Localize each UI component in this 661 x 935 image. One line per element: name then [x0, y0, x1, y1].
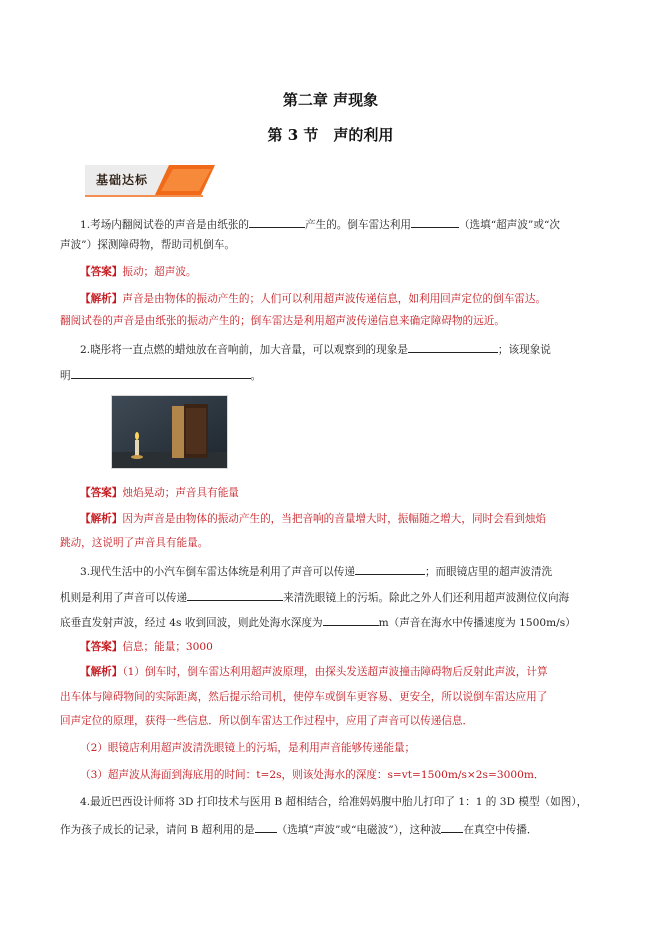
q2-analysis-line2: 跳动，这说明了声音具有能量。 [60, 537, 209, 549]
candle [135, 440, 139, 456]
q1-answer: 【答案】振动；超声波。 [80, 266, 197, 278]
q3-analysis-line3: 回声定位的原理，获得一些信息．所以倒车雷达工作过程中，应用了声音可以传递信息． [60, 715, 474, 727]
q2-blank2[interactable] [71, 367, 251, 379]
q2-line1: 2.晓彤将一直点燃的蜡烛放在音响前，加大音量，可以观察到的现象是 ；该现象说 [80, 341, 551, 357]
candle-flame [135, 432, 139, 440]
section-title: 第 3 节 声的利用 [267, 126, 394, 144]
q3-answer: 【答案】信息；能量；3000 [80, 641, 213, 653]
q3-analysis-line5: （3）超声波从海面到海底用的时间：t=2s，则该处海水的深度：s=vt=1500m/s×2s=3000m． [80, 769, 545, 781]
q3-line2: 机则是利用了声音可以传递 来清洗眼镜上的污垢。除此之外人们还利用超声波测位仪向海 [60, 589, 569, 605]
q1-blank2[interactable] [411, 216, 459, 228]
q2-blank1[interactable] [408, 341, 498, 353]
q3-analysis-line4: （2）眼镜店利用超声波清洗眼镜上的污垢，是利用声音能够传递能量； [80, 742, 416, 754]
q1-blank1[interactable] [249, 216, 305, 228]
q4-blank2[interactable] [441, 821, 463, 833]
q2-analysis-line1: 【解析】因为声音是由物体的振动产生的，当把音响的音量增大时，振幅随之增大，同时会看到烛焰 [80, 513, 547, 525]
q4-line2: 作为孩子成长的记录，请问 B 超利用的是 （选填“声波”或“电磁波”），这种波 在真空中传播． [60, 821, 537, 837]
chapter-title: 第二章 声现象 [282, 91, 379, 109]
candle-speaker-photo [111, 395, 228, 469]
q3-line1: 3.现代生活中的小汽车倒车雷达体统是利用了声音可以传递 ；而眼镜店里的超声波清洗 [80, 563, 552, 579]
q1-line1: 1.考场内翻阅试卷的声音是由纸张的 产生的。倒车雷达利用 （选填“超声波”或“次 [80, 216, 560, 232]
q3-analysis-line2: 出车体与障碍物间的实际距离，然后提示给司机，使停车或倒车更容易、更安全，所以说倒车雷达应用了 [60, 691, 548, 703]
banner-label: 基础达标 [96, 173, 149, 187]
q4-line1: 4.最近巴西设计师将 3D 打印技术与医用 B 超相结合，给准妈妈腹中胎儿打印了 1：1 的 3D 模型（如图）， [80, 796, 588, 808]
q1-analysis-line2: 翻阅试卷的声音是由纸张的振动产生的；倒车雷达是利用超声波传递信息来确定障碍物的远近。 [60, 315, 505, 327]
q4-blank1[interactable] [255, 821, 277, 833]
q3-blank1[interactable] [355, 563, 425, 575]
q3-blank2[interactable] [187, 589, 283, 601]
q2-answer: 【答案】烛焰晃动；声音具有能量 [80, 487, 239, 499]
q1-analysis-line1: 【解析】声音是由物体的振动产生的；人们可以利用超声波传递信息，如利用回声定位的倒车雷达。 [80, 293, 547, 305]
q1-line2: 声波”）探测障碍物，帮助司机倒车。 [60, 239, 235, 251]
q3-line3: 底垂直发射声波，经过 4s 收到回波，则此处海水深度为 m（声音在海水中传播速度为 1500m/s） [60, 614, 576, 630]
q3-blank3[interactable] [323, 614, 379, 626]
q2-line2: 明 。 [60, 367, 261, 383]
q3-analysis-line1: 【解析】（1）倒车时，倒车雷达利用超声波原理，由探头发送超声波撞击障碍物后反射此声波，计算 [80, 666, 548, 678]
